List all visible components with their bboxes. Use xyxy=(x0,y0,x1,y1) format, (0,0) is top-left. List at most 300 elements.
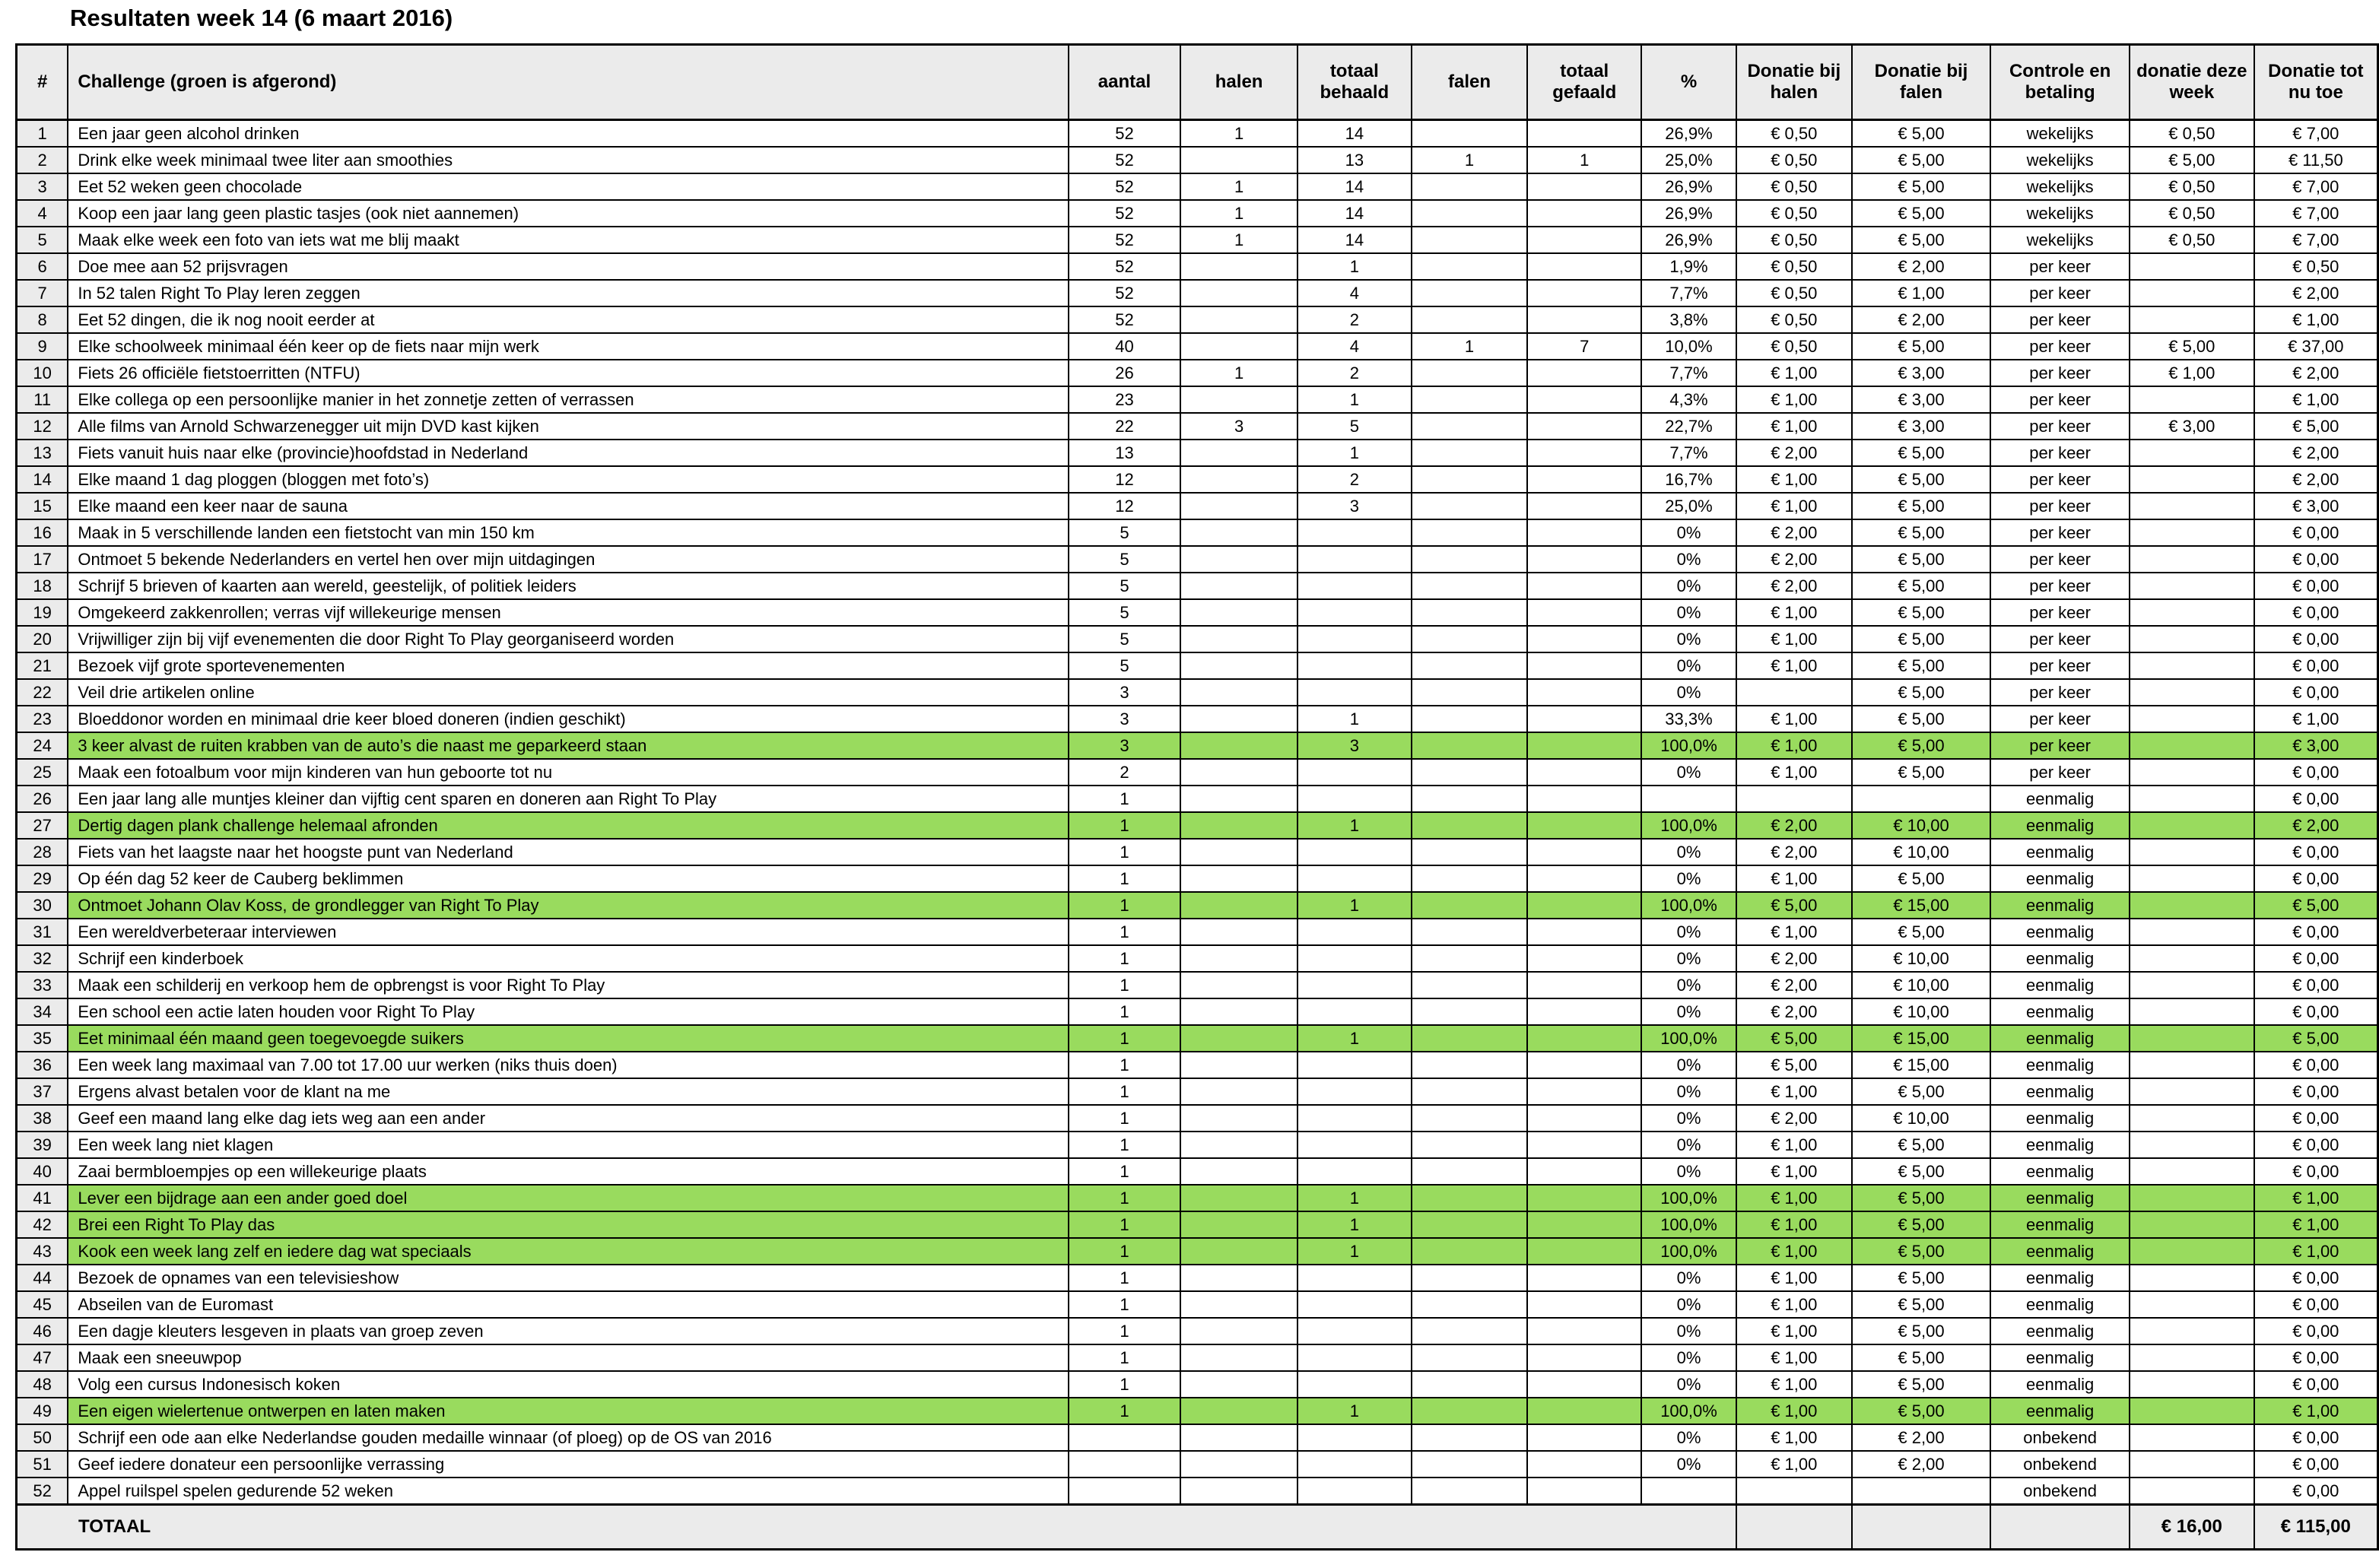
cell-totaal-behaald xyxy=(1297,599,1412,626)
table-row xyxy=(17,466,2378,493)
cell-falen xyxy=(1412,1052,1528,1078)
cell-donatie-deze-week xyxy=(2130,1265,2254,1291)
cell-percent: 26,9% xyxy=(1641,227,1736,253)
cell-challenge: Een school een actie laten houden voor Right To Play xyxy=(68,998,1068,1025)
cell-totaal-behaald xyxy=(1297,759,1412,786)
cell-totaal-behaald: 5 xyxy=(1297,413,1412,440)
cell-controle-en-betaling: per keer xyxy=(1990,253,2130,280)
cell-halen xyxy=(1180,1132,1297,1158)
cell-donatie-tot-nu-toe: € 0,00 xyxy=(2254,1158,2378,1185)
cell-halen xyxy=(1180,1265,1297,1291)
cell-totaal-behaald xyxy=(1297,919,1412,945)
cell-totaal-behaald xyxy=(1297,839,1412,865)
cell-totaal-behaald: 1 xyxy=(1297,386,1412,413)
cell-falen xyxy=(1412,945,1528,972)
col-header-donatie-deze-week: donatie deze week xyxy=(2130,45,2254,120)
cell-falen xyxy=(1412,1185,1528,1211)
cell-donatie-deze-week: € 0,50 xyxy=(2130,227,2254,253)
cell-aantal: 22 xyxy=(1069,413,1181,440)
cell-donatie-bij-halen: € 1,00 xyxy=(1736,706,1852,732)
cell-totaal-gefaald xyxy=(1527,1265,1641,1291)
cell-num: 17 xyxy=(17,546,68,573)
cell-donatie-deze-week: € 0,50 xyxy=(2130,173,2254,200)
col-header-falen: falen xyxy=(1412,45,1528,120)
cell-totaal-gefaald xyxy=(1527,1371,1641,1398)
cell-donatie-deze-week xyxy=(2130,306,2254,333)
cell-aantal: 1 xyxy=(1069,1371,1181,1398)
cell-challenge: Abseilen van de Euromast xyxy=(68,1291,1068,1318)
cell-donatie-deze-week xyxy=(2130,1211,2254,1238)
cell-donatie-tot-nu-toe: € 2,00 xyxy=(2254,440,2378,466)
cell-donatie-deze-week xyxy=(2130,1052,2254,1078)
cell-num: 25 xyxy=(17,759,68,786)
cell-falen xyxy=(1412,546,1528,573)
cell-totaal-behaald: 1 xyxy=(1297,1185,1412,1211)
cell-totaal-gefaald xyxy=(1527,679,1641,706)
cell-totaal-behaald xyxy=(1297,1478,1412,1505)
cell-donatie-deze-week xyxy=(2130,1158,2254,1185)
cell-controle-en-betaling: eenmalig xyxy=(1990,945,2130,972)
table-row xyxy=(17,732,2378,759)
cell-num: 12 xyxy=(17,413,68,440)
cell-totaal-gefaald xyxy=(1527,306,1641,333)
cell-percent: 100,0% xyxy=(1641,892,1736,919)
cell-donatie-bij-halen: € 1,00 xyxy=(1736,1318,1852,1344)
cell-challenge: Elke maand een keer naar de sauna xyxy=(68,493,1068,519)
cell-halen xyxy=(1180,1158,1297,1185)
cell-num: 45 xyxy=(17,1291,68,1318)
cell-falen xyxy=(1412,573,1528,599)
table-row xyxy=(17,706,2378,732)
cell-totaal-behaald: 1 xyxy=(1297,892,1412,919)
table-row xyxy=(17,1025,2378,1052)
cell-donatie-deze-week xyxy=(2130,440,2254,466)
cell-controle-en-betaling: eenmalig xyxy=(1990,1344,2130,1371)
cell-num: 46 xyxy=(17,1318,68,1344)
cell-percent: 0% xyxy=(1641,626,1736,652)
cell-percent: 0% xyxy=(1641,1344,1736,1371)
cell-challenge: Elke collega op een persoonlijke manier in het zonnetje zetten of verrassen xyxy=(68,386,1068,413)
cell-totaal-behaald xyxy=(1297,1344,1412,1371)
table-row xyxy=(17,1158,2378,1185)
cell-challenge: Fiets 26 officiële fietstoerritten (NTFU) xyxy=(68,360,1068,386)
cell-donatie-tot-nu-toe: € 7,00 xyxy=(2254,200,2378,227)
cell-donatie-bij-falen: € 15,00 xyxy=(1852,1052,1991,1078)
cell-totaal-behaald: 1 xyxy=(1297,253,1412,280)
cell-donatie-bij-falen: € 5,00 xyxy=(1852,626,1991,652)
cell-percent: 0% xyxy=(1641,1132,1736,1158)
cell-halen xyxy=(1180,1344,1297,1371)
table-row xyxy=(17,1132,2378,1158)
cell-num: 38 xyxy=(17,1105,68,1132)
cell-totaal-gefaald xyxy=(1527,945,1641,972)
cell-challenge: Schrijf een kinderboek xyxy=(68,945,1068,972)
table-row xyxy=(17,812,2378,839)
cell-aantal: 1 xyxy=(1069,1158,1181,1185)
cell-controle-en-betaling: per keer xyxy=(1990,360,2130,386)
cell-donatie-deze-week xyxy=(2130,1318,2254,1344)
cell-donatie-deze-week: € 0,50 xyxy=(2130,120,2254,148)
table-row xyxy=(17,1185,2378,1211)
cell-donatie-bij-halen: € 5,00 xyxy=(1736,1025,1852,1052)
cell-donatie-tot-nu-toe: € 0,00 xyxy=(2254,1318,2378,1344)
col-header-num: # xyxy=(17,45,68,120)
cell-challenge: Op één dag 52 keer de Cauberg beklimmen xyxy=(68,865,1068,892)
col-header-totaal-behaald: totaal behaald xyxy=(1297,45,1412,120)
cell-controle-en-betaling: per keer xyxy=(1990,333,2130,360)
cell-totaal-gefaald xyxy=(1527,1052,1641,1078)
cell-totaal-behaald xyxy=(1297,998,1412,1025)
cell-donatie-bij-halen: € 1,00 xyxy=(1736,626,1852,652)
cell-aantal: 1 xyxy=(1069,1105,1181,1132)
cell-aantal: 52 xyxy=(1069,280,1181,306)
cell-falen xyxy=(1412,759,1528,786)
cell-halen xyxy=(1180,599,1297,626)
cell-totaal-gefaald xyxy=(1527,919,1641,945)
cell-donatie-bij-halen: € 2,00 xyxy=(1736,998,1852,1025)
cell-totaal-gefaald xyxy=(1527,1344,1641,1371)
cell-donatie-deze-week xyxy=(2130,599,2254,626)
cell-num: 19 xyxy=(17,599,68,626)
cell-falen xyxy=(1412,440,1528,466)
cell-challenge: Maak een sneeuwpop xyxy=(68,1344,1068,1371)
cell-totaal-behaald xyxy=(1297,626,1412,652)
cell-totaal-behaald: 14 xyxy=(1297,173,1412,200)
col-header-donatie-bij-halen: Donatie bij halen xyxy=(1736,45,1852,120)
cell-donatie-bij-halen: € 1,00 xyxy=(1736,732,1852,759)
cell-donatie-tot-nu-toe: € 0,00 xyxy=(2254,1291,2378,1318)
cell-donatie-bij-falen: € 5,00 xyxy=(1852,147,1991,173)
cell-halen xyxy=(1180,652,1297,679)
cell-aantal: 12 xyxy=(1069,493,1181,519)
cell-falen xyxy=(1412,1344,1528,1371)
cell-controle-en-betaling: eenmalig xyxy=(1990,998,2130,1025)
cell-donatie-tot-nu-toe: € 0,00 xyxy=(2254,1105,2378,1132)
cell-controle-en-betaling: per keer xyxy=(1990,573,2130,599)
cell-totaal-gefaald xyxy=(1527,120,1641,148)
cell-controle-en-betaling: per keer xyxy=(1990,626,2130,652)
cell-donatie-tot-nu-toe: € 7,00 xyxy=(2254,227,2378,253)
cell-donatie-tot-nu-toe: € 0,00 xyxy=(2254,1052,2378,1078)
cell-challenge: Maak een schilderij en verkoop hem de opbrengst is voor Right To Play xyxy=(68,972,1068,998)
cell-totaal-gefaald xyxy=(1527,173,1641,200)
cell-aantal: 5 xyxy=(1069,599,1181,626)
cell-falen xyxy=(1412,173,1528,200)
cell-falen xyxy=(1412,386,1528,413)
cell-aantal: 1 xyxy=(1069,1052,1181,1078)
table-row xyxy=(17,1265,2378,1291)
cell-challenge: Maak elke week een foto van iets wat me blij maakt xyxy=(68,227,1068,253)
cell-percent: 0% xyxy=(1641,1424,1736,1451)
cell-donatie-tot-nu-toe: € 0,00 xyxy=(2254,652,2378,679)
cell-halen xyxy=(1180,466,1297,493)
cell-donatie-tot-nu-toe: € 11,50 xyxy=(2254,147,2378,173)
cell-aantal: 1 xyxy=(1069,812,1181,839)
cell-aantal: 52 xyxy=(1069,147,1181,173)
cell-falen xyxy=(1412,1371,1528,1398)
cell-controle-en-betaling: eenmalig xyxy=(1990,1291,2130,1318)
cell-donatie-deze-week xyxy=(2130,732,2254,759)
cell-halen xyxy=(1180,1424,1297,1451)
cell-halen xyxy=(1180,839,1297,865)
cell-totaal-gefaald xyxy=(1527,599,1641,626)
cell-controle-en-betaling: per keer xyxy=(1990,599,2130,626)
col-header-challenge: Challenge (groen is afgerond) xyxy=(68,45,1068,120)
table-row xyxy=(17,573,2378,599)
cell-num: 29 xyxy=(17,865,68,892)
cell-donatie-tot-nu-toe: € 1,00 xyxy=(2254,706,2378,732)
cell-totaal-behaald xyxy=(1297,1291,1412,1318)
cell-totaal-behaald: 3 xyxy=(1297,493,1412,519)
cell-aantal: 3 xyxy=(1069,679,1181,706)
cell-halen xyxy=(1180,306,1297,333)
cell-halen xyxy=(1180,440,1297,466)
cell-totaal-gefaald xyxy=(1527,253,1641,280)
table-row xyxy=(17,120,2378,148)
table-row xyxy=(17,360,2378,386)
cell-controle-en-betaling: eenmalig xyxy=(1990,1078,2130,1105)
cell-donatie-bij-falen: € 5,00 xyxy=(1852,599,1991,626)
cell-challenge: Ergens alvast betalen voor de klant na me xyxy=(68,1078,1068,1105)
table-row xyxy=(17,333,2378,360)
cell-falen xyxy=(1412,1424,1528,1451)
table-row xyxy=(17,386,2378,413)
cell-donatie-bij-falen: € 15,00 xyxy=(1852,892,1991,919)
table-row xyxy=(17,945,2378,972)
cell-falen xyxy=(1412,413,1528,440)
page-title: Resultaten week 14 (6 maart 2016) xyxy=(70,5,453,31)
cell-challenge: Kook een week lang zelf en iedere dag wat speciaals xyxy=(68,1238,1068,1265)
cell-totaal-behaald: 1 xyxy=(1297,706,1412,732)
cell-challenge: Eet 52 dingen, die ik nog nooit eerder at xyxy=(68,306,1068,333)
cell-donatie-deze-week xyxy=(2130,679,2254,706)
table-row xyxy=(17,839,2378,865)
cell-aantal: 1 xyxy=(1069,892,1181,919)
cell-totaal-behaald xyxy=(1297,972,1412,998)
cell-percent: 0% xyxy=(1641,759,1736,786)
cell-challenge: Een jaar lang alle muntjes kleiner dan vijftig cent sparen en doneren aan Right To Play xyxy=(68,786,1068,812)
cell-num: 28 xyxy=(17,839,68,865)
cell-donatie-deze-week xyxy=(2130,892,2254,919)
cell-falen xyxy=(1412,200,1528,227)
cell-donatie-bij-halen: € 1,00 xyxy=(1736,413,1852,440)
cell-falen xyxy=(1412,892,1528,919)
cell-donatie-bij-halen: € 1,00 xyxy=(1736,1238,1852,1265)
cell-challenge: Maak een fotoalbum voor mijn kinderen van hun geboorte tot nu xyxy=(68,759,1068,786)
cell-aantal xyxy=(1069,1451,1181,1478)
cell-totaal-gefaald xyxy=(1527,493,1641,519)
cell-donatie-tot-nu-toe: € 1,00 xyxy=(2254,306,2378,333)
cell-aantal: 1 xyxy=(1069,1318,1181,1344)
cell-donatie-tot-nu-toe: € 2,00 xyxy=(2254,360,2378,386)
cell-donatie-bij-halen: € 0,50 xyxy=(1736,306,1852,333)
cell-totaal-behaald: 14 xyxy=(1297,227,1412,253)
cell-donatie-deze-week xyxy=(2130,1105,2254,1132)
cell-donatie-deze-week xyxy=(2130,519,2254,546)
cell-donatie-bij-halen: € 5,00 xyxy=(1736,892,1852,919)
cell-falen xyxy=(1412,998,1528,1025)
cell-donatie-bij-falen: € 2,00 xyxy=(1852,306,1991,333)
table-footer xyxy=(17,1505,2378,1550)
cell-controle-en-betaling: eenmalig xyxy=(1990,1105,2130,1132)
cell-donatie-bij-halen: € 2,00 xyxy=(1736,839,1852,865)
cell-donatie-bij-falen: € 1,00 xyxy=(1852,280,1991,306)
cell-percent: 22,7% xyxy=(1641,413,1736,440)
cell-donatie-bij-halen xyxy=(1736,786,1852,812)
cell-aantal: 3 xyxy=(1069,706,1181,732)
table-row xyxy=(17,865,2378,892)
col-header-halen: halen xyxy=(1180,45,1297,120)
cell-donatie-tot-nu-toe: € 0,00 xyxy=(2254,573,2378,599)
cell-falen xyxy=(1412,1105,1528,1132)
cell-totaal-gefaald xyxy=(1527,200,1641,227)
cell-percent: 100,0% xyxy=(1641,812,1736,839)
cell-percent: 0% xyxy=(1641,599,1736,626)
cell-percent: 0% xyxy=(1641,1052,1736,1078)
cell-falen xyxy=(1412,1265,1528,1291)
cell-donatie-bij-falen: € 3,00 xyxy=(1852,413,1991,440)
cell-halen xyxy=(1180,679,1297,706)
cell-donatie-bij-falen: € 5,00 xyxy=(1852,466,1991,493)
cell-controle-en-betaling: eenmalig xyxy=(1990,919,2130,945)
cell-aantal: 1 xyxy=(1069,1238,1181,1265)
cell-donatie-bij-falen xyxy=(1852,786,1991,812)
cell-controle-en-betaling: per keer xyxy=(1990,413,2130,440)
cell-controle-en-betaling: eenmalig xyxy=(1990,1211,2130,1238)
cell-falen xyxy=(1412,1478,1528,1505)
cell-num: 14 xyxy=(17,466,68,493)
cell-donatie-bij-falen: € 5,00 xyxy=(1852,1265,1991,1291)
cell-falen xyxy=(1412,652,1528,679)
cell-donatie-tot-nu-toe: € 0,00 xyxy=(2254,1265,2378,1291)
table-row xyxy=(17,200,2378,227)
cell-donatie-bij-falen: € 5,00 xyxy=(1852,1185,1991,1211)
cell-donatie-tot-nu-toe: € 0,00 xyxy=(2254,1424,2378,1451)
cell-num: 49 xyxy=(17,1398,68,1424)
cell-totaal-gefaald xyxy=(1527,626,1641,652)
cell-donatie-bij-falen: € 5,00 xyxy=(1852,1318,1991,1344)
cell-halen xyxy=(1180,1185,1297,1211)
cell-halen xyxy=(1180,1211,1297,1238)
cell-donatie-deze-week xyxy=(2130,493,2254,519)
cell-falen xyxy=(1412,1132,1528,1158)
cell-falen xyxy=(1412,120,1528,148)
table-row xyxy=(17,147,2378,173)
cell-falen xyxy=(1412,1025,1528,1052)
cell-falen xyxy=(1412,839,1528,865)
cell-donatie-bij-halen: € 1,00 xyxy=(1736,919,1852,945)
cell-donatie-bij-falen: € 5,00 xyxy=(1852,519,1991,546)
cell-challenge: Een wereldverbeteraar interviewen xyxy=(68,919,1068,945)
table-row xyxy=(17,1291,2378,1318)
cell-totaal-gefaald xyxy=(1527,652,1641,679)
cell-totaal-behaald xyxy=(1297,679,1412,706)
cell-halen xyxy=(1180,865,1297,892)
cell-controle-en-betaling: eenmalig xyxy=(1990,1185,2130,1211)
cell-challenge: Bloeddonor worden en minimaal drie keer bloed doneren (indien geschikt) xyxy=(68,706,1068,732)
cell-donatie-bij-falen: € 5,00 xyxy=(1852,440,1991,466)
cell-donatie-bij-halen: € 1,00 xyxy=(1736,1424,1852,1451)
cell-donatie-bij-halen: € 1,00 xyxy=(1736,1132,1852,1158)
cell-donatie-tot-nu-toe: € 0,00 xyxy=(2254,1451,2378,1478)
cell-donatie-tot-nu-toe: € 1,00 xyxy=(2254,1398,2378,1424)
cell-donatie-tot-nu-toe: € 0,00 xyxy=(2254,998,2378,1025)
cell-donatie-bij-falen: € 10,00 xyxy=(1852,972,1991,998)
cell-halen xyxy=(1180,1398,1297,1424)
cell-donatie-tot-nu-toe: € 0,00 xyxy=(2254,519,2378,546)
table-row xyxy=(17,1398,2378,1424)
cell-aantal: 1 xyxy=(1069,998,1181,1025)
cell-challenge: Eet minimaal één maand geen toegevoegde suikers xyxy=(68,1025,1068,1052)
cell-challenge: Zaai bermbloempjes op een willekeurige plaats xyxy=(68,1158,1068,1185)
cell-challenge: Dertig dagen plank challenge helemaal afronden xyxy=(68,812,1068,839)
cell-halen xyxy=(1180,786,1297,812)
cell-controle-en-betaling: per keer xyxy=(1990,519,2130,546)
cell-donatie-bij-falen: € 5,00 xyxy=(1852,1158,1991,1185)
cell-halen xyxy=(1180,280,1297,306)
cell-controle-en-betaling: eenmalig xyxy=(1990,1052,2130,1078)
cell-donatie-deze-week xyxy=(2130,812,2254,839)
cell-donatie-deze-week xyxy=(2130,1185,2254,1211)
cell-totaal-behaald xyxy=(1297,1105,1412,1132)
cell-donatie-deze-week xyxy=(2130,945,2254,972)
cell-num: 48 xyxy=(17,1371,68,1398)
cell-challenge: Ontmoet Johann Olav Koss, de grondlegger van Right To Play xyxy=(68,892,1068,919)
table-row xyxy=(17,679,2378,706)
cell-challenge: Elke maand 1 dag ploggen (bloggen met foto’s) xyxy=(68,466,1068,493)
cell-totaal-behaald: 1 xyxy=(1297,812,1412,839)
cell-controle-en-betaling: per keer xyxy=(1990,440,2130,466)
cell-donatie-deze-week xyxy=(2130,1371,2254,1398)
cell-halen xyxy=(1180,812,1297,839)
cell-percent: 0% xyxy=(1641,519,1736,546)
cell-controle-en-betaling: per keer xyxy=(1990,706,2130,732)
cell-challenge: Koop een jaar lang geen plastic tasjes (ook niet aannemen) xyxy=(68,200,1068,227)
cell-halen xyxy=(1180,706,1297,732)
cell-challenge: Fiets vanuit huis naar elke (provincie)hoofdstad in Nederland xyxy=(68,440,1068,466)
cell-donatie-bij-halen: € 2,00 xyxy=(1736,546,1852,573)
cell-donatie-bij-falen: € 5,00 xyxy=(1852,1291,1991,1318)
cell-halen xyxy=(1180,1478,1297,1505)
cell-totaal-gefaald xyxy=(1527,1078,1641,1105)
cell-percent: 0% xyxy=(1641,1158,1736,1185)
cell-totaal-behaald: 1 xyxy=(1297,1238,1412,1265)
cell-challenge: Een eigen wielertenue ontwerpen en laten maken xyxy=(68,1398,1068,1424)
cell-donatie-bij-halen: € 0,50 xyxy=(1736,120,1852,148)
cell-aantal: 13 xyxy=(1069,440,1181,466)
table-row xyxy=(17,786,2378,812)
cell-totaal-behaald xyxy=(1297,519,1412,546)
cell-controle-en-betaling: per keer xyxy=(1990,652,2130,679)
cell-percent: 0% xyxy=(1641,839,1736,865)
cell-totaal-gefaald xyxy=(1527,786,1641,812)
cell-donatie-deze-week xyxy=(2130,1478,2254,1505)
cell-totaal-gefaald xyxy=(1527,812,1641,839)
cell-num: 51 xyxy=(17,1451,68,1478)
table-row xyxy=(17,227,2378,253)
cell-donatie-bij-halen: € 2,00 xyxy=(1736,573,1852,599)
cell-halen xyxy=(1180,919,1297,945)
cell-challenge: Schrijf 5 brieven of kaarten aan wereld, geestelijk, of politiek leiders xyxy=(68,573,1068,599)
col-header-donatie-bij-falen: Donatie bij falen xyxy=(1852,45,1991,120)
cell-percent: 0% xyxy=(1641,1371,1736,1398)
cell-aantal: 52 xyxy=(1069,306,1181,333)
cell-totaal-gefaald xyxy=(1527,519,1641,546)
table-row xyxy=(17,440,2378,466)
cell-totaal-gefaald xyxy=(1527,759,1641,786)
cell-falen xyxy=(1412,1078,1528,1105)
cell-totaal-gefaald xyxy=(1527,839,1641,865)
